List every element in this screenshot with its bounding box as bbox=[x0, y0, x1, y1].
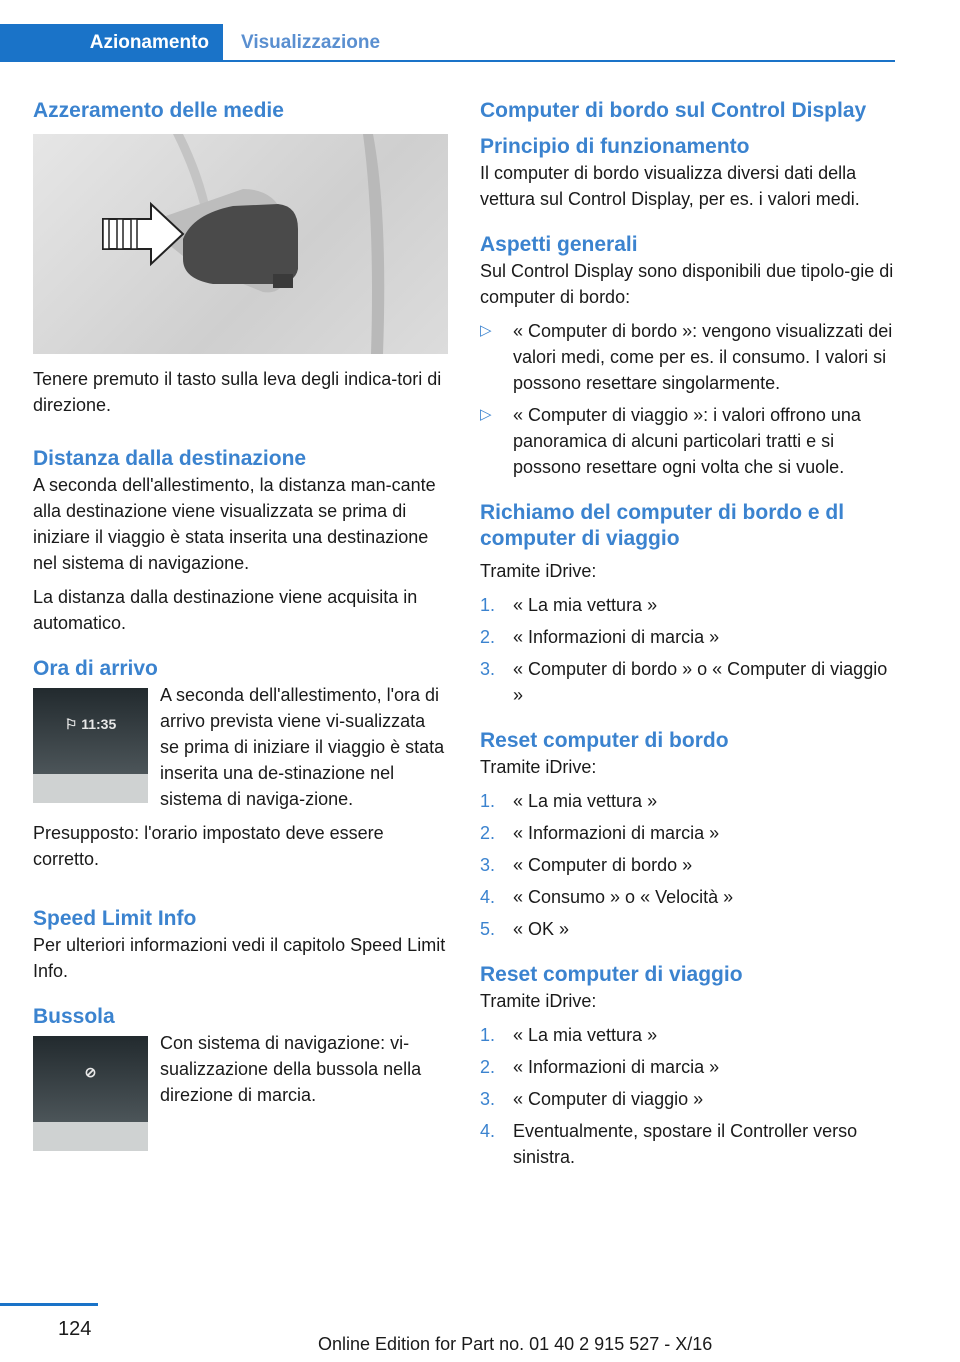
list-item: 2. « Informazioni di marcia » bbox=[480, 820, 898, 846]
reset-viaggio-intro: Tramite iDrive: bbox=[480, 991, 597, 1011]
list-item: 3. « Computer di bordo » o « Computer di viaggio » bbox=[480, 656, 898, 708]
edition-note: Online Edition for Part no. 01 40 2 915 527 - X/16 bbox=[318, 1334, 713, 1354]
richiamo-title: Richiamo del computer di bordo e dl computer di viaggio bbox=[480, 501, 845, 550]
footer-rule bbox=[0, 1303, 98, 1306]
speed-limit-text: Per ulteriori informazioni vedi il capitolo Speed Limit Info. bbox=[33, 935, 446, 981]
step-number: 1. bbox=[480, 595, 496, 615]
display-panel bbox=[33, 1036, 148, 1122]
arrival-time-screen bbox=[33, 688, 148, 803]
principio-title: Principio di funzionamento bbox=[480, 135, 750, 158]
triangle-bullet-icon: ▷ bbox=[480, 406, 492, 423]
reset-bordo-title: Reset computer di bordo bbox=[480, 729, 729, 752]
aspetti-text: Sul Control Display sono disponibili due tipolo-gie di computer di bordo: bbox=[480, 261, 894, 307]
reset-viaggio-steps bbox=[480, 1022, 898, 1170]
stalk-button-illustration bbox=[33, 134, 448, 354]
right-column bbox=[480, 98, 898, 1176]
step-number: 5. bbox=[480, 919, 496, 939]
computer-types-list bbox=[480, 318, 898, 480]
page-number: 124 bbox=[58, 1318, 92, 1340]
arrival-time-value: ⚐ 11:35 bbox=[64, 716, 117, 732]
step-number: 3. bbox=[480, 855, 496, 875]
step-number: 3. bbox=[480, 659, 496, 679]
step-number: 3. bbox=[480, 1089, 496, 1109]
list-item: 2. « Informazioni di marcia » bbox=[480, 1054, 898, 1080]
step-number: 4. bbox=[480, 1121, 496, 1141]
distanza-paragraph-2: La distanza dalla destinazione viene acquisita in automatico. bbox=[33, 587, 418, 633]
distanza-title: Distanza dalla destinazione bbox=[33, 447, 307, 470]
list-item: 3. « Computer di viaggio » bbox=[480, 1086, 898, 1112]
step-number: 2. bbox=[480, 627, 496, 647]
ora-arrivo-text: A seconda dell'allestimento, l'ora di arrivo prevista viene vi-sualizzata se prima di iniziare il viaggio è stata inserita una de-stinazione nel sistema di naviga-zione. bbox=[160, 685, 445, 809]
ora-arrivo-title: Ora di arrivo bbox=[33, 657, 158, 680]
list-item: 3. « Computer di bordo » bbox=[480, 852, 898, 878]
list-item: 1. « La mia vettura » bbox=[480, 1022, 898, 1048]
step-number: 2. bbox=[480, 823, 496, 843]
step-number: 2. bbox=[480, 1057, 496, 1077]
richiamo-intro: Tramite iDrive: bbox=[480, 561, 597, 581]
compass-screen bbox=[33, 1036, 148, 1151]
tab-azionamento[interactable]: Azionamento bbox=[0, 24, 223, 62]
compass-icon: ⊘ bbox=[84, 1064, 97, 1080]
azzeramento-title: Azzeramento delle medie bbox=[33, 99, 284, 122]
reset-bordo-intro: Tramite iDrive: bbox=[480, 757, 597, 777]
list-item: 4. « Consumo » o « Velocità » bbox=[480, 884, 898, 910]
left-column bbox=[33, 98, 448, 1155]
bussola-title: Bussola bbox=[33, 1005, 115, 1028]
list-item: ▷ « Computer di bordo »: vengono visualizzati dei valori medi, come per es. il consumo. I valori si possono resettare singolarmente. bbox=[480, 318, 898, 396]
list-item: 1. « La mia vettura » bbox=[480, 788, 898, 814]
list-item: 4. Eventualmente, spostare il Controller verso sinistra. bbox=[480, 1118, 898, 1170]
distanza-paragraph-1: A seconda dell'allestimento, la distanza man-cante alla destinazione viene visualizzata se prima di iniziare il viaggio è stata inserita una destinazione nel sistema di navigazione. bbox=[33, 475, 436, 573]
reset-viaggio-title: Reset computer di viaggio bbox=[480, 963, 743, 986]
step-number: 1. bbox=[480, 1025, 496, 1045]
list-item: ▷ « Computer di viaggio »: i valori offrono una panoramica di alcuni particolari tratti e si possono resettare ogni volta che si vuole. bbox=[480, 402, 898, 480]
list-item: 5. « OK » bbox=[480, 916, 898, 942]
step-number: 1. bbox=[480, 791, 496, 811]
bussola-text: Con sistema di navigazione: vi-sualizzazione della bussola nella direzione di marcia. bbox=[160, 1033, 422, 1105]
azzeramento-text: Tenere premuto il tasto sulla leva degli indica-tori di direzione. bbox=[33, 369, 442, 415]
list-item: 1. « La mia vettura » bbox=[480, 592, 898, 618]
richiamo-steps bbox=[480, 592, 898, 708]
speed-limit-title: Speed Limit Info bbox=[33, 907, 197, 930]
list-item: 2. « Informazioni di marcia » bbox=[480, 624, 898, 650]
reset-bordo-steps bbox=[480, 788, 898, 942]
triangle-bullet-icon: ▷ bbox=[480, 322, 492, 339]
step-number: 4. bbox=[480, 887, 496, 907]
tab-visualizzazione[interactable]: Visualizzazione bbox=[241, 32, 381, 53]
computer-bordo-title: Computer di bordo sul Control Display bbox=[480, 99, 867, 122]
ora-arrivo-precondition: Presupposto: l'orario impostato deve essere corretto. bbox=[33, 823, 384, 869]
principio-text: Il computer di bordo visualizza diversi dati della vettura sul Control Display, per es. i valori medi. bbox=[480, 163, 860, 209]
header-rule bbox=[223, 60, 895, 62]
flag-icon: ⚐ bbox=[64, 716, 82, 732]
aspetti-title: Aspetti generali bbox=[480, 233, 638, 256]
chapter-header bbox=[0, 0, 895, 62]
display-panel bbox=[33, 688, 148, 774]
